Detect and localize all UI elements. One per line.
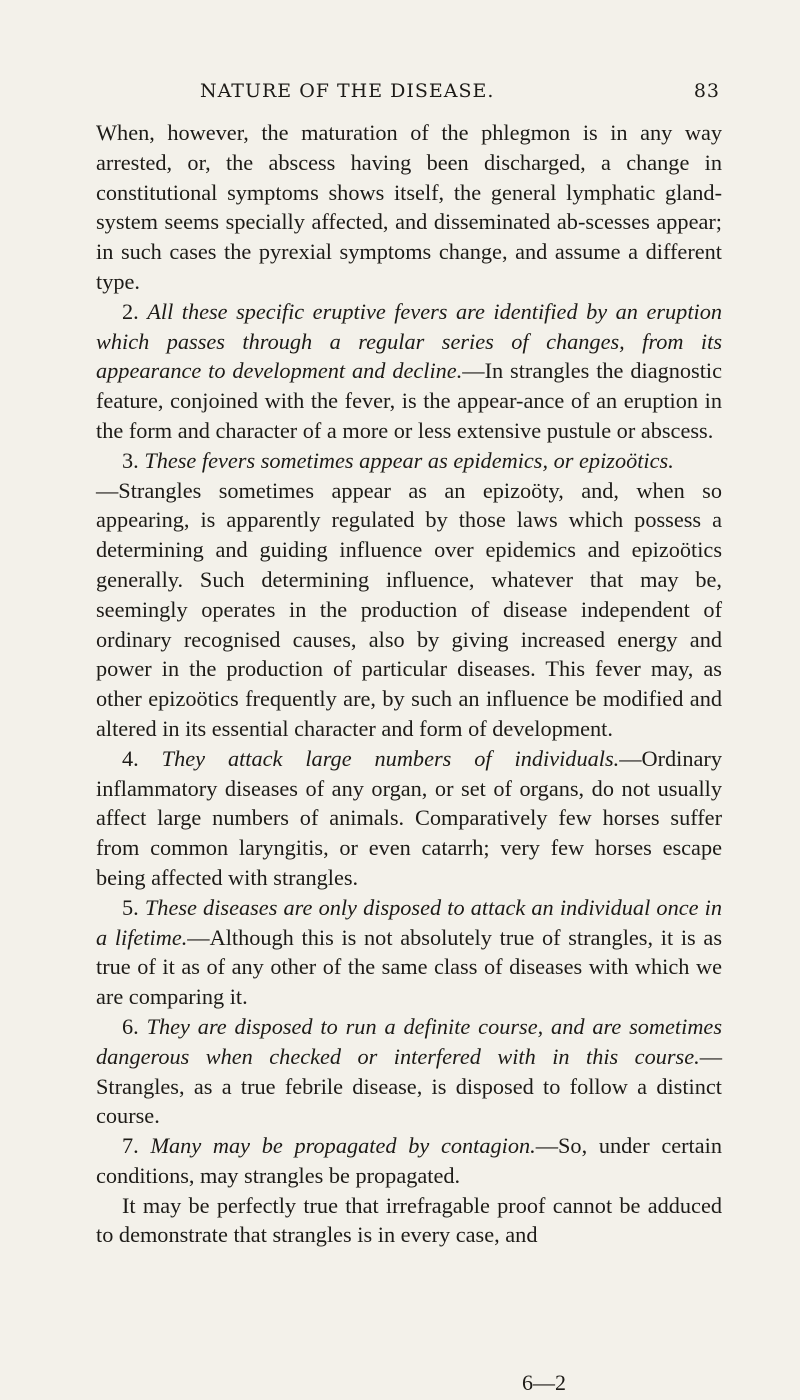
item-number: 5. xyxy=(122,894,139,920)
numbered-paragraph-7 xyxy=(96,1131,722,1191)
item-heading: They are disposed to run a definite course, and are sometimes dangerous when checked or interfered with in this course. xyxy=(96,1013,722,1069)
paragraph-text: When, however, the maturation of the phlegmon is in any way arrested, or, the abscess having been discharged, a change in constitutional symptoms shows itself, the general lymphatic gland-system seems specially affected, and disseminated ab-scesses appear; in such cases the pyrexial symptoms change, and assume a different type. xyxy=(96,120,722,294)
paragraph-text: It may be perfectly true that irrefragable proof cannot be adduced to demonstrate that strangles is in every case, and xyxy=(96,1192,722,1248)
paragraph-text: —So, under certain conditions, may strangles be propagated. xyxy=(96,1133,722,1188)
item-heading: These diseases are only disposed to attack an individual once in a lifetime. xyxy=(96,894,722,950)
numbered-paragraph-2 xyxy=(96,297,722,446)
item-number: 2. xyxy=(122,298,139,324)
numbered-paragraph-3 xyxy=(96,446,722,744)
signature-mark: 6—2 xyxy=(522,1370,566,1395)
item-heading: They attack large numbers of individuals. xyxy=(161,745,620,771)
page-number: 83 xyxy=(693,80,720,102)
paragraph-text: —Strangles sometimes appear as an epizoöty, and, when so appearing, is apparently regulated by those laws which possess a determining and guiding influence over epidemics and epizoötics generally. Such determining influence, whatever that may be, seemingly operates in the production of disease independent of ordinary recognised causes, also by giving increased energy and power in the production of particular diseases. This fever may, as other epizoötics frequently are, by such an influence be modified and altered in its essential character and form of development. xyxy=(96,477,722,741)
item-number: 7. xyxy=(122,1133,139,1159)
numbered-paragraph-5 xyxy=(96,893,722,1012)
item-number: 3. xyxy=(122,447,139,473)
item-heading: All these specific eruptive fevers are identified by an eruption which passes through a regular series of changes, from its appearance to development and decline. xyxy=(96,298,723,384)
paragraph-text: —Although this is not absolutely true of strangles, it is as true of it as of any other of the same class of diseases with which we are comparing it. xyxy=(96,924,722,1010)
numbered-paragraph-4 xyxy=(96,744,722,893)
item-heading: These fevers sometimes appear as epidemics, or epizoötics. xyxy=(144,447,674,473)
running-title: NATURE OF THE DISEASE. xyxy=(200,80,495,102)
numbered-paragraph-6 xyxy=(96,1012,722,1131)
item-number: 6. xyxy=(122,1013,139,1039)
paragraph-text: —Ordinary inflammatory diseases of any organ, or set of organs, do not usually affect large numbers of animals. Comparatively few horses suffer from common laryngitis, or even catarrh; very few horses escape being affected with strangles. xyxy=(96,745,722,890)
paragraph-text: —Strangles, as a true febrile disease, is disposed to follow a distinct course. xyxy=(96,1043,722,1129)
closing-paragraph xyxy=(96,1191,722,1251)
item-number: 4. xyxy=(122,745,139,771)
item-heading: Many may be propagated by contagion. xyxy=(150,1133,536,1159)
paragraph-text: —In strangles the diagnostic feature, conjoined with the fever, is the appear-ance of an eruption in the form and character of a more or less extensive pustule or abscess. xyxy=(96,358,722,443)
paragraph-continued xyxy=(96,118,722,297)
body-text xyxy=(96,118,722,1250)
